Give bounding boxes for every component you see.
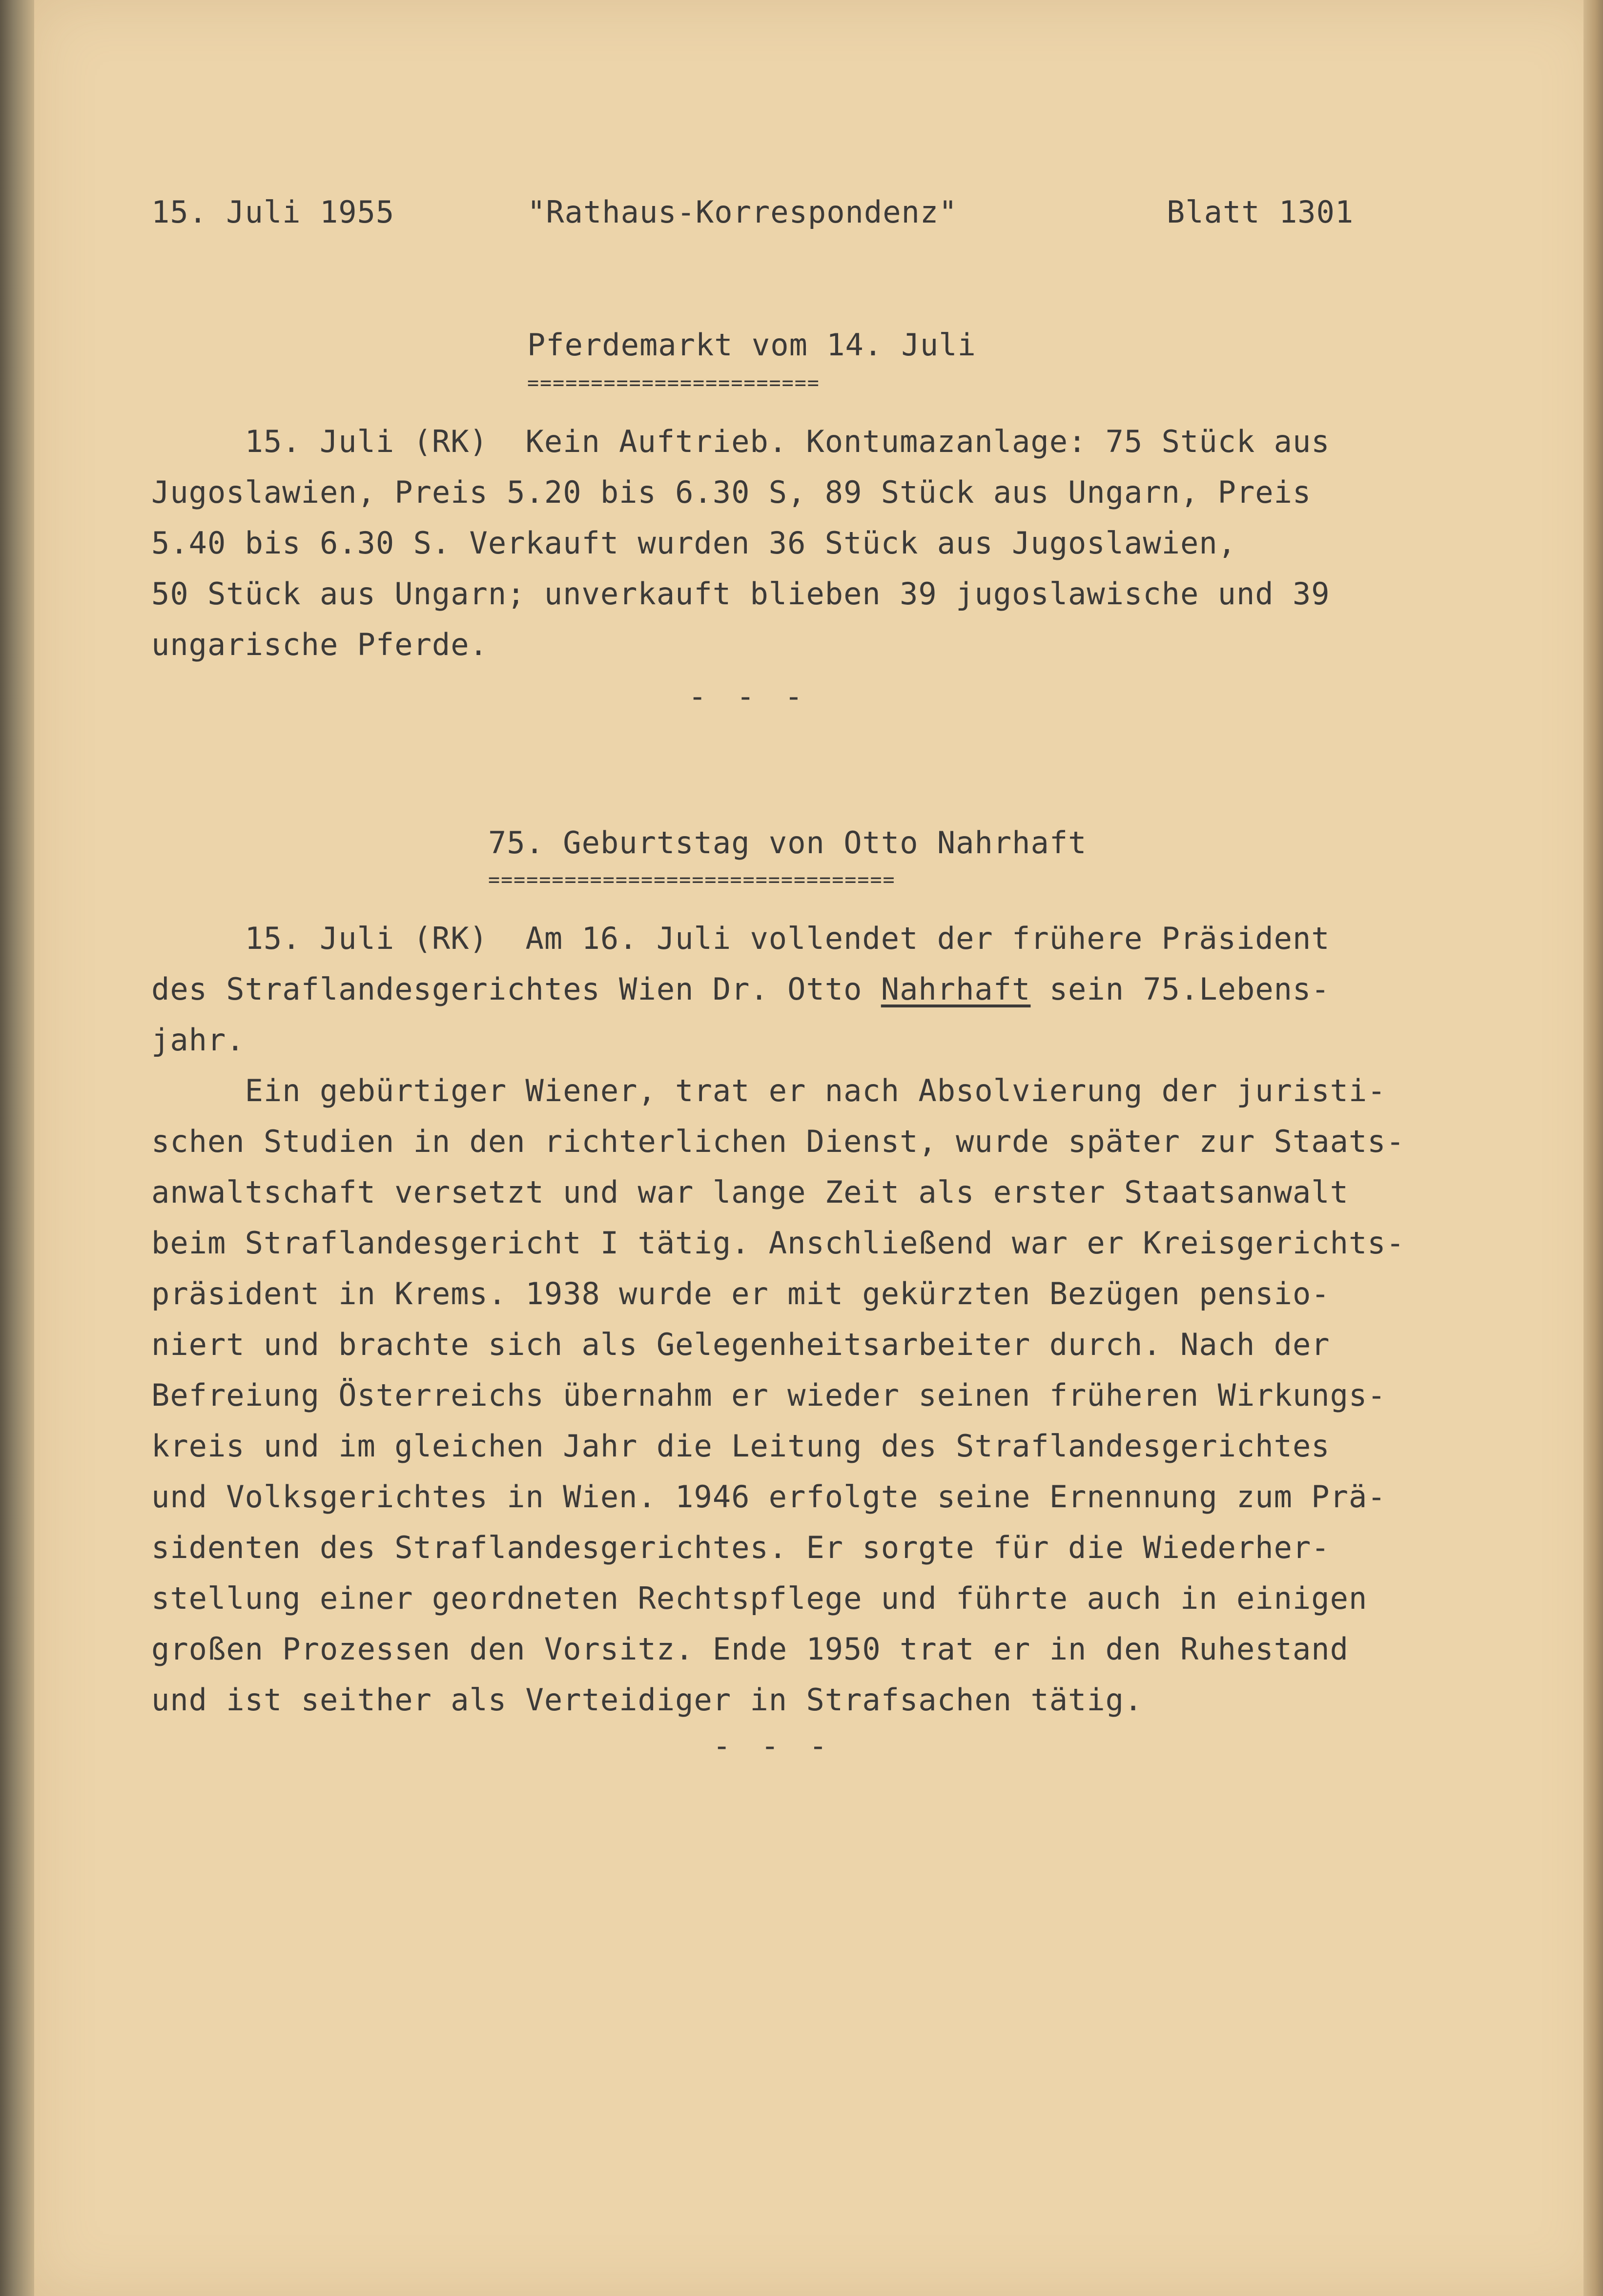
article2-line bbox=[151, 971, 1330, 1007]
article2-line: jahr. bbox=[151, 1022, 245, 1058]
underlined-name: Nahrhaft bbox=[881, 971, 1031, 1007]
header-date: 15. Juli 1955 bbox=[151, 194, 395, 230]
article1-line: ungarische Pferde. bbox=[151, 627, 488, 662]
article2-line: anwaltschaft versetzt und war lange Zeit als erster Staatsanwalt bbox=[151, 1174, 1349, 1210]
article1-line: Jugoslawien, Preis 5.20 bis 6.30 S, 89 Stück aus Ungarn, Preis bbox=[151, 474, 1312, 510]
article2-line: niert und brachte sich als Gelegenheitsarbeiter durch. Nach der bbox=[151, 1327, 1330, 1362]
article2-line: sidenten des Straflandesgerichtes. Er sorgte für die Wiederher- bbox=[151, 1530, 1330, 1565]
article2-line: präsident in Krems. 1938 wurde er mit gekürzten Bezügen pensio- bbox=[151, 1276, 1330, 1312]
page-edge bbox=[1583, 0, 1603, 2296]
article2-line: 15. Juli (RK) Am 16. Juli vollendet der frühere Präsident bbox=[151, 921, 1330, 956]
binding-edge bbox=[0, 0, 34, 2296]
header-publication: "Rathaus-Korrespondenz" bbox=[527, 194, 958, 230]
article1-line: 5.40 bis 6.30 S. Verkauft wurden 36 Stück aus Jugoslawien, bbox=[151, 525, 1236, 561]
article2-line: und Volksgerichtes in Wien. 1946 erfolgte seine Ernennung zum Prä- bbox=[151, 1479, 1386, 1515]
article2-line: und ist seither als Verteidiger in Strafsachen tätig. bbox=[151, 1682, 1143, 1718]
article2-separator: - - - bbox=[713, 1728, 833, 1763]
header-sheet-number: Blatt 1301 bbox=[1167, 194, 1354, 230]
article2-line: Befreiung Österreichs übernahm er wieder seinen früheren Wirkungs- bbox=[151, 1377, 1386, 1413]
article1-line: 50 Stück aus Ungarn; unverkauft blieben 39 jugoslawische und 39 bbox=[151, 576, 1330, 612]
article2-line-text: des Straflandesgerichtes Wien Dr. Otto bbox=[151, 971, 881, 1007]
article1-title-rule: ======================= bbox=[527, 372, 820, 394]
article1-separator: - - - bbox=[688, 678, 809, 714]
article2-title: 75. Geburtstag von Otto Nahrhaft bbox=[488, 825, 1087, 861]
article2-line: beim Straflandesgericht I tätig. Anschließend war er Kreisgerichts- bbox=[151, 1225, 1405, 1261]
article2-line: kreis und im gleichen Jahr die Leitung des Straflandesgerichtes bbox=[151, 1428, 1330, 1464]
article1-line: 15. Juli (RK) Kein Auftrieb. Kontumazanlage: 75 Stück aus bbox=[151, 424, 1330, 459]
article2-line: großen Prozessen den Vorsitz. Ende 1950 trat er in den Ruhestand bbox=[151, 1631, 1349, 1667]
article2-line: stellung einer geordneten Rechtspflege und führte auch in einigen bbox=[151, 1580, 1368, 1616]
article2-line-text: sein 75.Lebens- bbox=[1030, 971, 1330, 1007]
article2-line: Ein gebürtiger Wiener, trat er nach Absolvierung der juristi- bbox=[151, 1073, 1386, 1108]
article1-title: Pferdemarkt vom 14. Juli bbox=[527, 327, 976, 363]
article2-title-rule: ================================ bbox=[488, 869, 896, 891]
article2-line: schen Studien in den richterlichen Dienst, wurde später zur Staats- bbox=[151, 1124, 1405, 1159]
